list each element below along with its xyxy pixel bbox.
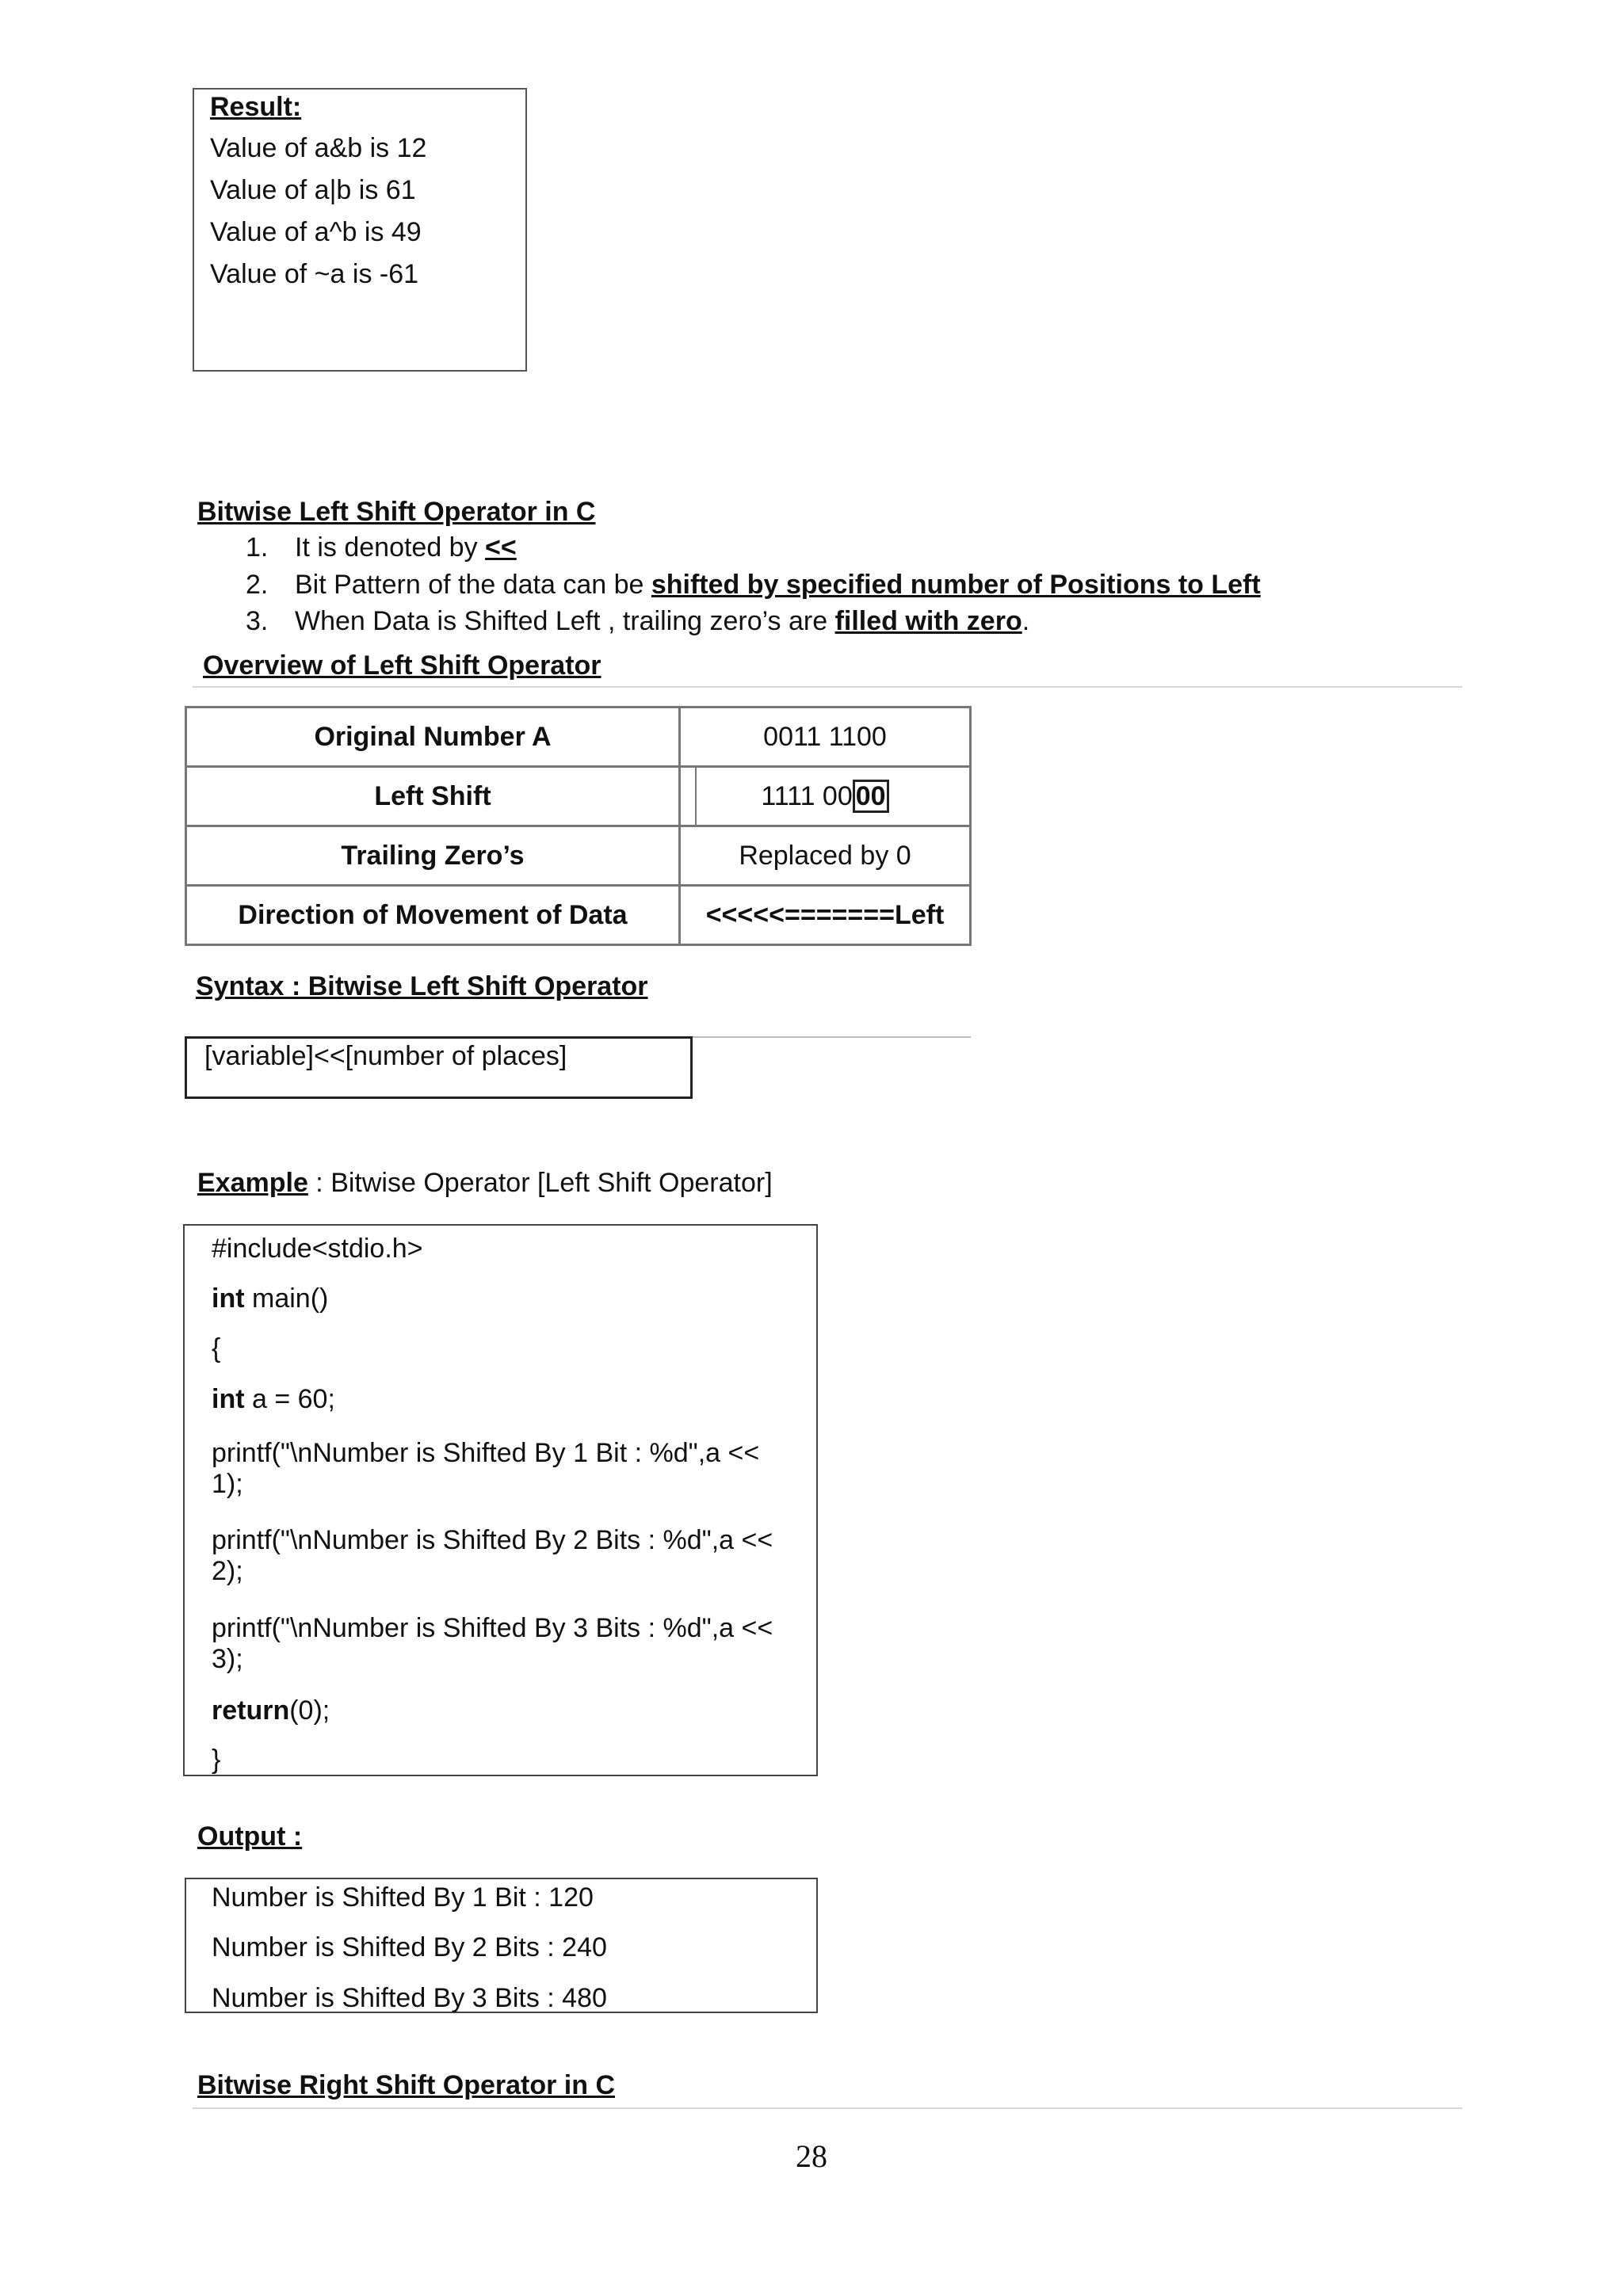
output-heading: Output :: [197, 1821, 303, 1852]
cell-divider: [695, 768, 697, 825]
right-shift-heading: Bitwise Right Shift Operator in C: [197, 2070, 616, 2100]
list-item: [246, 606, 1029, 637]
code-box: [183, 1224, 818, 1776]
list-item: [246, 532, 517, 563]
overview-heading: Overview of Left Shift Operator: [203, 650, 601, 681]
result-line: Value of a&b is 12: [210, 133, 427, 163]
code-line: [212, 1283, 328, 1314]
table-row: [186, 707, 971, 767]
code-keyword: int: [212, 1283, 245, 1314]
table-cell-label: Trailing Zero’s: [186, 826, 680, 886]
syntax-text: [variable]<<[number of places]: [204, 1041, 567, 1071]
list-text: When Data is Shifted Left , trailing zero’s are: [295, 606, 835, 636]
example-heading: [197, 1167, 773, 1199]
list-number: 2.: [246, 570, 269, 600]
code-line: printf("\nNumber is Shifted By 1 Bit : %d",a <<: [212, 1438, 760, 1468]
list-emphasis: <<: [485, 532, 517, 563]
output-box: [185, 1878, 818, 2013]
output-line: Number is Shifted By 2 Bits : 240: [212, 1932, 607, 1962]
divider: [193, 686, 1462, 688]
code-line: {: [212, 1333, 221, 1363]
table-cell-label: Original Number A: [186, 707, 680, 767]
code-text: (0);: [289, 1695, 330, 1726]
table-cell-label: Direction of Movement of Data: [186, 886, 680, 945]
result-line: Value of a|b is 61: [210, 175, 416, 205]
syntax-heading: Syntax : Bitwise Left Shift Operator: [196, 971, 648, 1001]
code-line: 2);: [212, 1556, 243, 1586]
list-text: Bit Pattern of the data can be: [295, 570, 651, 600]
result-heading: Result:: [210, 92, 302, 122]
code-line: printf("\nNumber is Shifted By 3 Bits : %d",a <<: [212, 1613, 773, 1643]
example-title: : Bitwise Operator [Left Shift Operator]: [307, 1168, 773, 1198]
code-line: #include<stdio.h>: [212, 1234, 423, 1264]
code-line: }: [212, 1745, 221, 1775]
table-row: [186, 886, 971, 945]
list-text-end: .: [1022, 606, 1030, 636]
boxed-bits: 00: [853, 780, 889, 813]
syntax-box: [185, 1036, 693, 1099]
list-number: 3.: [246, 606, 269, 636]
code-keyword: return: [212, 1695, 290, 1726]
list-number: 1.: [246, 532, 269, 563]
left-shift-heading: Bitwise Left Shift Operator in C: [197, 497, 596, 527]
table-cell-value: <<<<<=======Left: [680, 886, 971, 945]
divider: [689, 1036, 971, 1038]
list-emphasis: shifted by specified number of Positions to Left: [651, 570, 1261, 600]
code-text: a = 60;: [244, 1384, 335, 1414]
example-label: Example: [197, 1168, 308, 1198]
table-row: [186, 767, 971, 826]
table-cell-value: 0011 1100: [680, 707, 971, 767]
shift-bits: 1111 00: [761, 781, 853, 811]
output-line: Number is Shifted By 1 Bit : 120: [212, 1882, 594, 1913]
list-item: [246, 570, 1261, 601]
page-number: 28: [796, 2138, 827, 2174]
code-line: printf("\nNumber is Shifted By 2 Bits : %d",a <<: [212, 1525, 773, 1555]
result-line: Value of ~a is -61: [210, 259, 419, 289]
code-line: [212, 1384, 335, 1415]
table-row: [186, 826, 971, 886]
table-cell-value: Replaced by 0: [680, 826, 971, 886]
table-cell-label: Left Shift: [186, 767, 680, 826]
output-line: Number is Shifted By 3 Bits : 480: [212, 1983, 607, 2013]
code-text: main(): [244, 1283, 329, 1314]
divider: [193, 2107, 1462, 2109]
code-line: [212, 1695, 330, 1726]
result-line: Value of a^b is 49: [210, 217, 422, 247]
list-emphasis: filled with zero: [834, 606, 1022, 636]
code-line: 1);: [212, 1469, 243, 1499]
code-line: 3);: [212, 1644, 243, 1674]
overview-table: [185, 706, 972, 946]
list-text: It is denoted by: [295, 532, 486, 563]
table-cell-value: [680, 767, 971, 826]
code-keyword: int: [212, 1384, 245, 1414]
result-box: [193, 88, 527, 372]
